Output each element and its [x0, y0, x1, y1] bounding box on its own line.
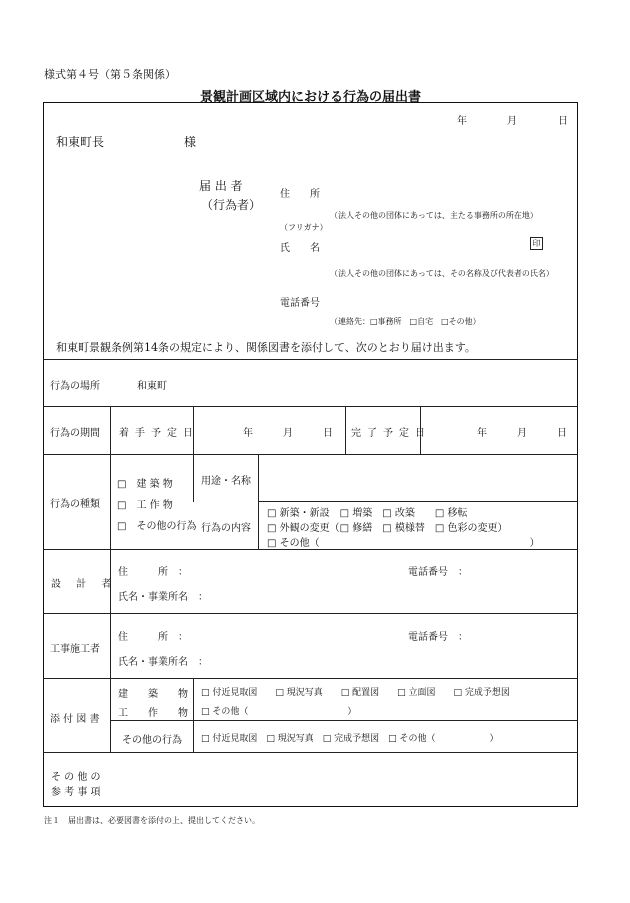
attachments-building-label: 建 築 物	[118, 689, 188, 700]
seal-mark: 印	[530, 237, 543, 250]
date-year: 年	[457, 116, 467, 127]
content-line-2[interactable]: □ 外観の変更（□ 修繕 □ 模様替 □ 色彩の変更）	[267, 523, 508, 534]
use-name-label: 用途・名称	[201, 476, 251, 487]
divider	[43, 406, 578, 407]
furigana-label: （フリガナ）	[280, 223, 328, 232]
divider	[43, 752, 578, 753]
addressee-honorific: 様	[184, 135, 197, 149]
period-label: 行為の期間	[50, 428, 100, 439]
contractor-name-label: 氏名・事業所名 ：	[118, 657, 208, 668]
contractor-address-label: 住 所 ：	[118, 632, 188, 643]
kind-label: 行為の種類	[50, 499, 100, 510]
date-day: 日	[558, 116, 568, 127]
start-year: 年	[243, 428, 253, 439]
end-day: 日	[557, 428, 567, 439]
end-month: 月	[517, 428, 527, 439]
designer-label: 設 計 者	[51, 579, 118, 590]
contractor-label: 工事施工者	[50, 644, 100, 655]
kind-option-building[interactable]: □ 建 築 物	[117, 479, 173, 490]
contact-note: （連絡先：□事務所 □自宅 □その他）	[330, 317, 481, 326]
divider	[43, 678, 578, 679]
start-month: 月	[283, 428, 293, 439]
divider	[258, 501, 578, 502]
content-label: 行為の内容	[201, 523, 251, 534]
address-label: 住 所	[280, 189, 320, 200]
divider	[258, 454, 259, 549]
attachments-building-options[interactable]: □ 付近見取図 □ 現況写真 □ 配置図 □ 立面図 □ 完成予想図	[201, 688, 510, 698]
place-value: 和東町	[137, 381, 167, 392]
divider	[43, 613, 578, 614]
phone-label: 電話番号	[280, 298, 320, 309]
attachments-other-label: その他の行為	[122, 735, 182, 746]
kind-option-other[interactable]: □ その他の行為	[117, 521, 197, 532]
attachments-structure-label: 工 作 物	[118, 708, 188, 719]
content-line-3[interactable]: □ その他（ ）	[267, 538, 540, 549]
notifier-label: 届 出 者	[199, 179, 243, 193]
remarks-label-1: そ の 他 の	[51, 772, 101, 783]
designer-address-label: 住 所 ：	[118, 567, 188, 578]
start-date-label: 着手予定日	[119, 428, 199, 439]
designer-phone-label: 電話番号 ：	[408, 567, 468, 578]
footnote: 注１ 届出書は、必要図書を添付の上、提出してください。	[44, 816, 260, 825]
attachments-other-options[interactable]: □ 付近見取図 □ 現況写真 □ 完成予想図 □ その他（ ）	[201, 734, 499, 744]
start-day: 日	[323, 428, 333, 439]
divider	[43, 454, 578, 455]
end-date-label: 完了予定日	[351, 428, 431, 439]
divider	[43, 359, 578, 360]
attachments-structure-options[interactable]: □ その他（ ）	[201, 707, 357, 717]
contractor-phone-label: 電話番号 ：	[408, 632, 468, 643]
divider	[43, 549, 578, 550]
kind-option-structure[interactable]: □ 工 作 物	[117, 500, 173, 511]
actor-label: （行為者）	[201, 198, 262, 212]
designer-name-label: 氏名・事業所名 ：	[118, 592, 208, 603]
address-note: （法人その他の団体にあっては、主たる事務所の所在地）	[330, 211, 538, 220]
content-line-1[interactable]: □ 新築・新設 □ 増築 □ 改築 □ 移転	[267, 508, 468, 519]
place-label: 行為の場所	[50, 381, 100, 392]
statement: 和東町景観条例第14条の規定により、関係図書を添付して、次のとおり届け出ます。	[56, 341, 476, 354]
page-title: 景観計画区域内における行為の届出書	[200, 90, 422, 105]
divider	[345, 406, 346, 454]
divider	[193, 678, 194, 752]
addressee: 和東町長	[56, 135, 105, 149]
date-month: 月	[507, 116, 517, 127]
name-note: （法人その他の団体にあっては、その名称及び代表者の氏名）	[330, 269, 554, 278]
attachments-label: 添 付 図 書	[50, 714, 100, 725]
divider	[110, 720, 578, 721]
remarks-label-2: 参 考 事 項	[51, 787, 101, 798]
form-number: 様式第４号（第５条関係）	[44, 68, 176, 81]
divider	[193, 406, 194, 502]
end-year: 年	[477, 428, 487, 439]
name-label: 氏 名	[280, 243, 320, 254]
